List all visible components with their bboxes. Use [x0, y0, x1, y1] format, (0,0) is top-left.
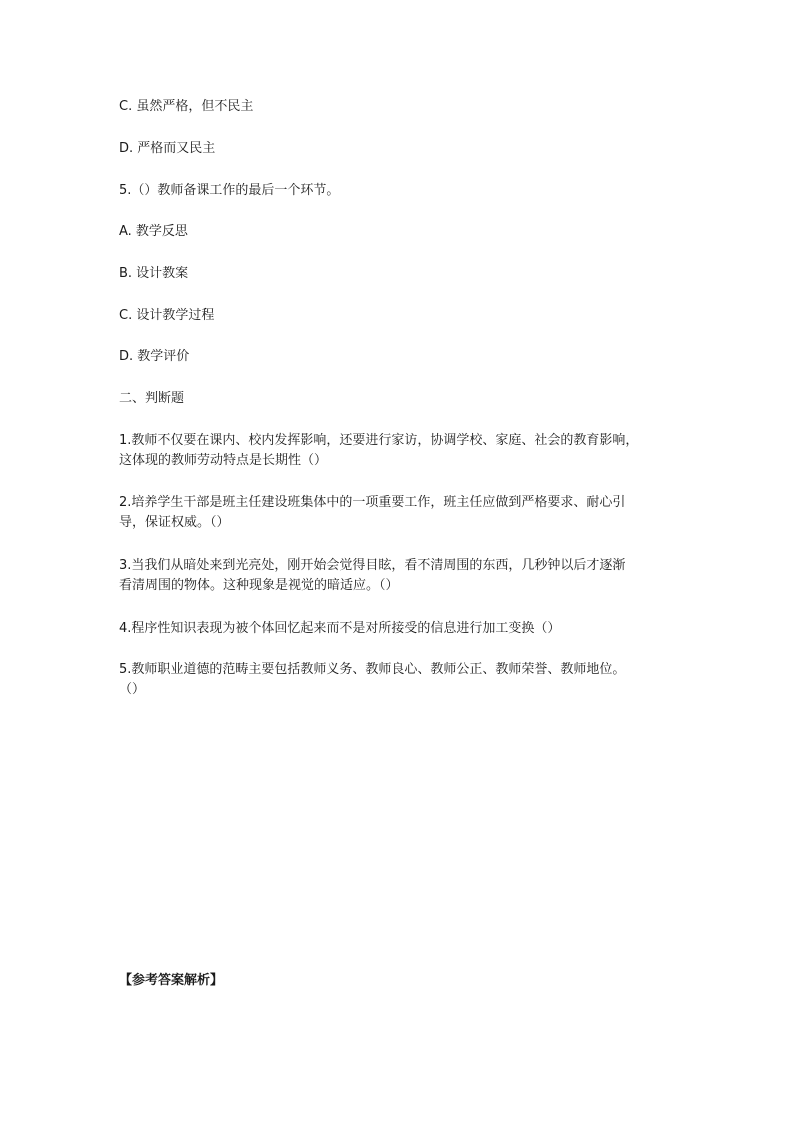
section-heading-true-false: 二、判断题 [119, 391, 185, 406]
tf-question-5-line-2: （） [119, 682, 146, 697]
tf-question-2 [119, 493, 679, 533]
question-5-option-c: C. 设计教学过程 [119, 308, 215, 323]
answer-section-heading: 【参考答案解析】 [119, 973, 224, 988]
tf-question-3-line-1: 3.当我们从暗处来到光亮处，刚开始会觉得目眩，看不清周围的东西，几秒钟以后才逐渐 [119, 558, 626, 573]
tf-question-5-line-1: 5.教师职业道德的范畴主要包括教师义务、教师良心、教师公正、教师荣誉、教师地位。 [119, 662, 626, 677]
tf-question-1-line-1: 1.教师不仅要在课内、校内发挥影响，还要进行家访，协调学校、家庭、社会的教育影响， [119, 433, 639, 448]
option-d-prev: D. 严格而又民主 [119, 141, 216, 156]
tf-question-3 [119, 556, 679, 596]
tf-question-3-line-2: 看清周围的物体。这种现象是视觉的暗适应。（） [119, 578, 399, 593]
tf-question-4 [119, 619, 679, 639]
tf-question-2-line-2: 导，保证权威。（） [119, 515, 230, 530]
tf-question-5 [119, 660, 679, 700]
question-5-option-a: A. 教学反思 [119, 224, 188, 239]
question-5-option-b: B. 设计教案 [119, 266, 189, 281]
question-5-option-d: D. 教学评价 [119, 349, 190, 364]
tf-question-1 [119, 431, 679, 471]
tf-question-4-line-1: 4.程序性知识表现为被个体回忆起来而不是对所接受的信息进行加工变换（） [119, 621, 561, 636]
tf-question-1-line-2: 这体现的教师劳动特点是长期性（） [119, 453, 328, 468]
question-5-stem: 5.（）教师备课工作的最后一个环节。 [119, 183, 340, 198]
tf-question-2-line-1: 2.培养学生干部是班主任建设班集体中的一项重要工作，班主任应做到严格要求、耐心引 [119, 495, 626, 510]
option-c-prev: C. 虽然严格，但不民主 [119, 99, 254, 114]
